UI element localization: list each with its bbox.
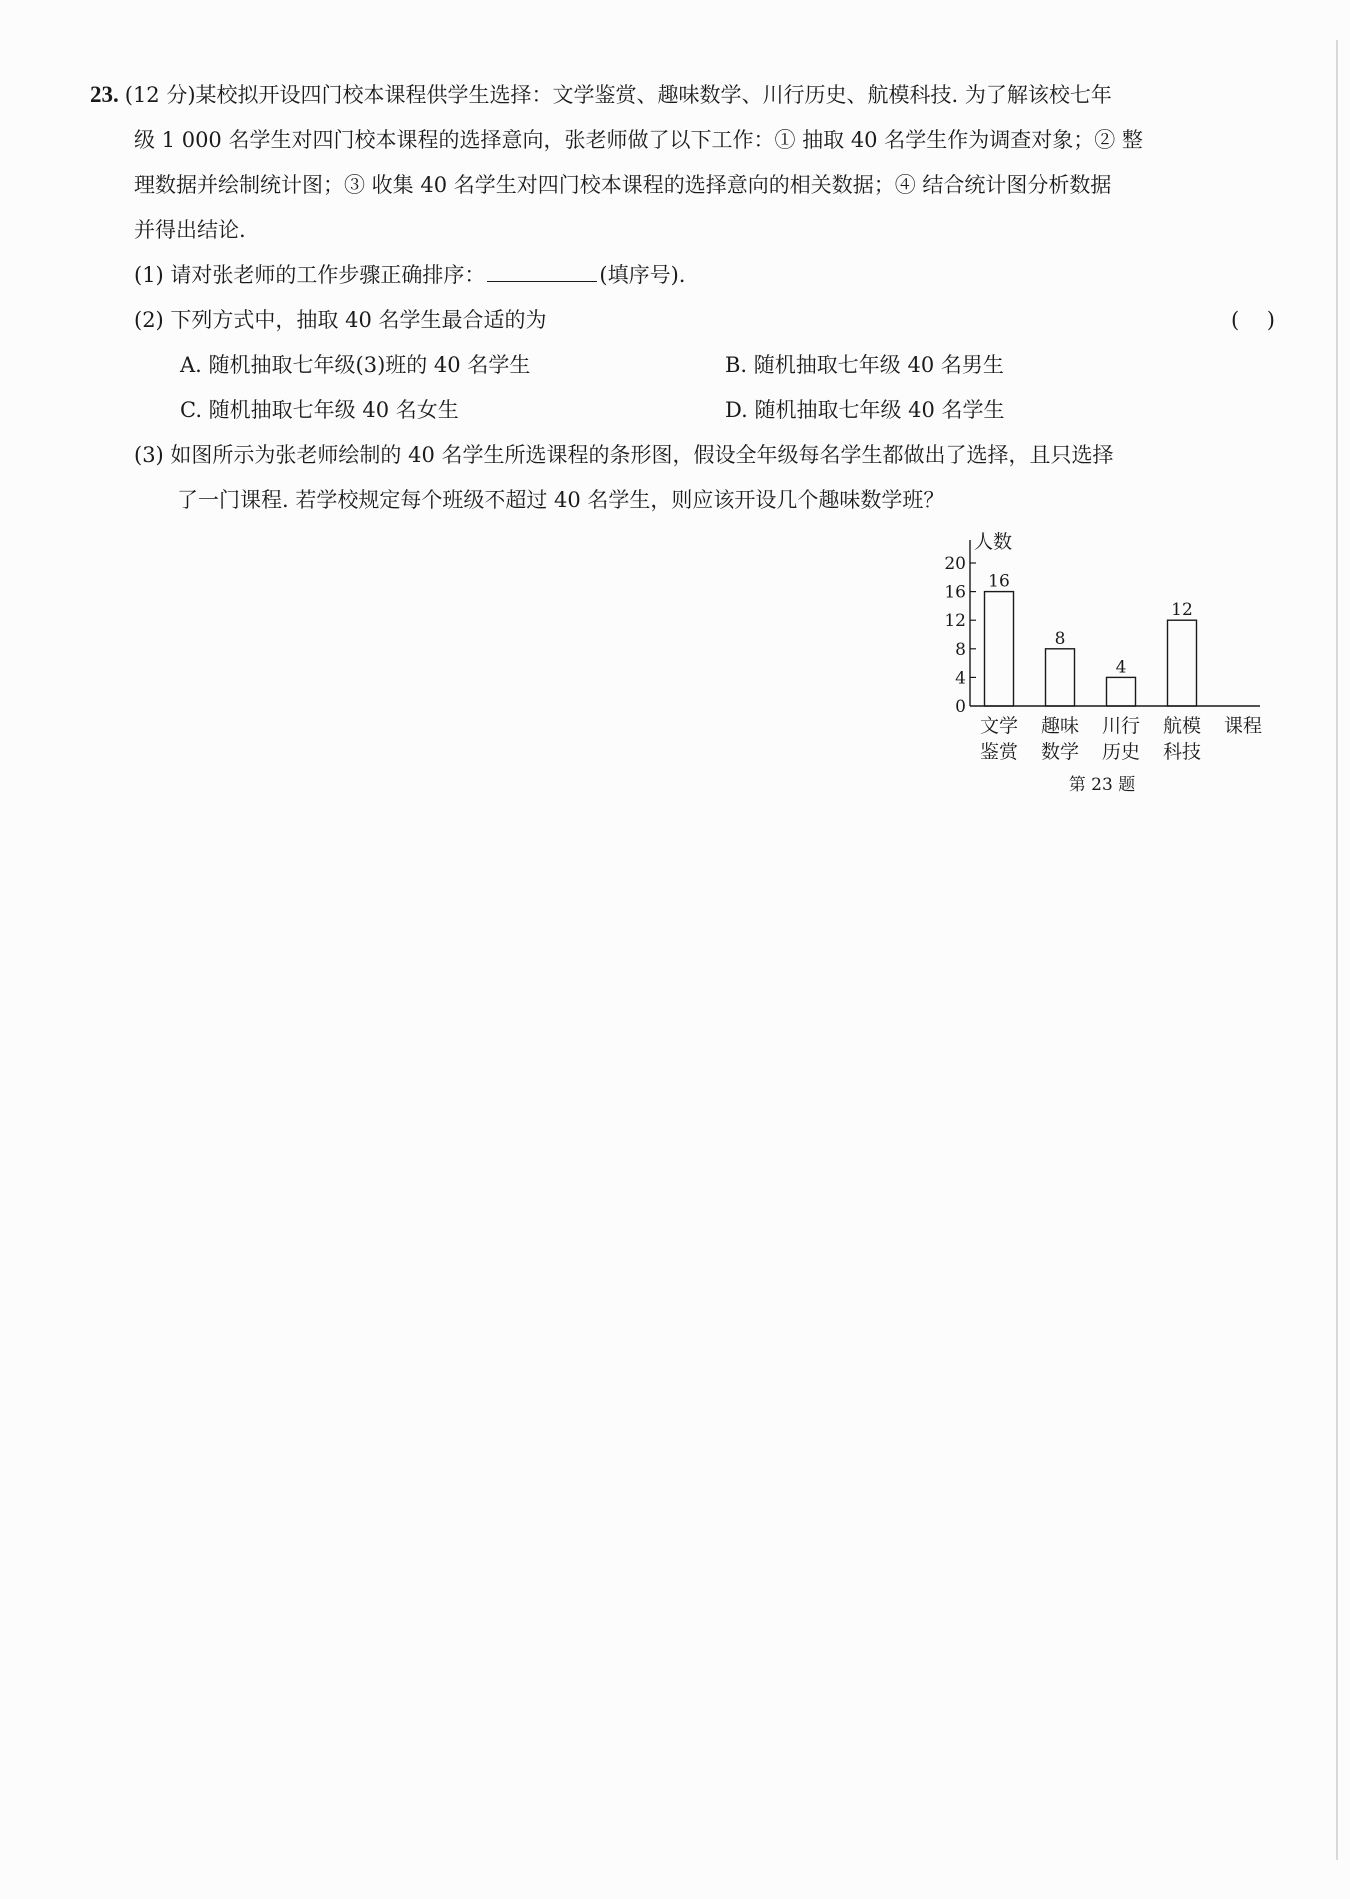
bar-value-label: 4	[1115, 657, 1127, 678]
stem-line-2: 级 1 000 名学生对四门校本课程的选择意向，张老师做了以下工作：① 抽取 40 名学生作为调查对象；② 整	[134, 128, 1143, 152]
problem-number: 23.	[90, 82, 119, 107]
option-b[interactable]: B. 随机抽取七年级 40 名男生	[725, 353, 1004, 377]
question-3-line-2: 了一门课程. 若学校规定每个班级不超过 40 名学生，则应该开设几个趣味数学班？	[177, 488, 945, 512]
stem-text-1: (12 分)某校拟开设四门校本课程供学生选择：文学鉴赏、趣味数学、川行历史、航模科技. 为了解该校七年	[124, 83, 1112, 107]
stem-line-1	[90, 72, 1275, 118]
category-label-line-1: 文学	[979, 715, 1019, 737]
option-d[interactable]: D. 随机抽取七年级 40 名学生	[725, 398, 1005, 422]
question-2-text: (2) 下列方式中，抽取 40 名学生最合适的为	[134, 308, 547, 332]
bar	[985, 592, 1014, 706]
option-a[interactable]: A. 随机抽取七年级(3)班的 40 名学生	[180, 353, 531, 377]
x-axis-label: 课程	[1223, 715, 1263, 737]
bar-value-label: 8	[1054, 628, 1066, 649]
y-axis-label: 人数	[974, 531, 1013, 553]
y-tick-label: 8	[955, 639, 966, 660]
question-1-prefix: (1) 请对张老师的工作步骤正确排序：	[134, 263, 486, 287]
options-row-2	[90, 388, 1275, 433]
question-1	[90, 253, 1275, 298]
y-tick-label: 0	[955, 697, 966, 717]
question-1-suffix: (填序号).	[599, 263, 686, 287]
answer-blank[interactable]	[487, 257, 597, 282]
options-row-1	[90, 343, 1275, 388]
bar	[1107, 677, 1136, 706]
stem-line-4: 并得出结论.	[134, 218, 246, 242]
bar-value-label: 16	[988, 571, 1010, 592]
page-edge-line	[1336, 40, 1338, 1860]
problem-23	[90, 72, 1275, 523]
y-tick-label: 4	[955, 668, 966, 689]
bar	[1046, 649, 1075, 706]
bar-value-label: 12	[1171, 600, 1193, 621]
question-2	[90, 298, 1275, 343]
y-tick-label: 16	[944, 582, 966, 603]
bar-chart-svg	[930, 532, 1270, 812]
category-label-line-2: 科技	[1162, 741, 1202, 763]
bar	[1168, 620, 1197, 706]
category-label-line-1: 川行	[1101, 715, 1141, 737]
category-label-line-2: 历史	[1101, 741, 1141, 763]
figure-caption: 第 23 题	[1068, 775, 1136, 795]
answer-paren[interactable]: ( )	[1230, 308, 1275, 332]
stem-line-3: 理数据并绘制统计图；③ 收集 40 名学生对四门校本课程的选择意向的相关数据；④ 结合统计图分析数据	[134, 173, 1112, 197]
option-c[interactable]: C. 随机抽取七年级 40 名女生	[180, 398, 459, 422]
y-tick-label: 12	[944, 611, 966, 632]
y-tick-label: 20	[944, 554, 966, 574]
category-label-line-2: 鉴赏	[979, 741, 1019, 763]
question-3-line-1: (3) 如图所示为张老师绘制的 40 名学生所选课程的条形图，假设全年级每名学生都做出了选择，且只选择	[134, 443, 1114, 467]
bar-chart	[930, 532, 1270, 812]
category-label-line-1: 航模	[1162, 715, 1202, 737]
category-label-line-1: 趣味	[1040, 715, 1080, 737]
category-label-line-2: 数学	[1040, 741, 1080, 763]
